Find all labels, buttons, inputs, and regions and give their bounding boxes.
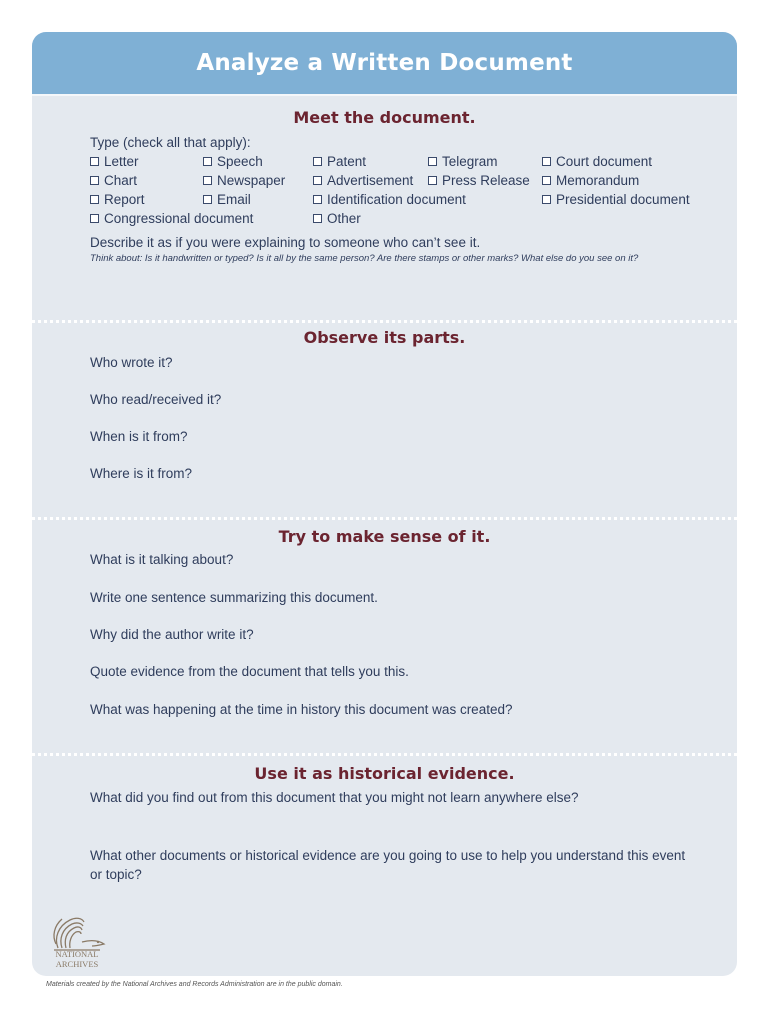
national-archives-logo-text: [42, 949, 112, 969]
section-sense: [32, 527, 737, 717]
checkbox-icon[interactable]: [90, 176, 99, 185]
checkbox-label: Patent: [327, 154, 367, 169]
checkbox-congressional-document[interactable]: [90, 211, 253, 226]
checkbox-icon[interactable]: [90, 195, 99, 204]
checkbox-label: Newspaper: [217, 173, 286, 188]
question-other-evidence: What other documents or historical evidence are you going to use to help you understand this event or topic?: [90, 848, 686, 882]
section-divider: [32, 517, 737, 520]
checkbox-memorandum[interactable]: [542, 173, 639, 188]
checkbox-court-document[interactable]: [542, 154, 652, 169]
question-when: When is it from?: [90, 429, 188, 444]
question-where: Where is it from?: [90, 466, 193, 481]
worksheet-title: Analyze a Written Document: [196, 50, 573, 76]
checkbox-icon[interactable]: [428, 157, 437, 166]
checkbox-label: Speech: [217, 154, 263, 169]
checkbox-icon[interactable]: [542, 195, 551, 204]
section-divider: [32, 320, 737, 323]
question-who-wrote: Who wrote it?: [90, 355, 173, 370]
section-title-sense: Try to make sense of it.: [278, 527, 491, 546]
checkbox-email[interactable]: [203, 192, 251, 207]
checkbox-advertisement[interactable]: [313, 173, 413, 188]
checkbox-chart[interactable]: [90, 173, 137, 188]
checkbox-letter[interactable]: [90, 154, 139, 169]
worksheet-card: [32, 32, 737, 976]
checkbox-report[interactable]: [90, 192, 145, 207]
question-historical-context: What was happening at the time in history this document was created?: [90, 702, 513, 717]
section-title-meet: Meet the document.: [293, 108, 476, 127]
question-unique-findings: What did you find out from this document that you might not learn anywhere else?: [90, 790, 579, 805]
checkbox-icon[interactable]: [313, 214, 322, 223]
checkbox-identification-document[interactable]: [313, 192, 466, 207]
question-talking-about: What is it talking about?: [90, 552, 234, 567]
checkbox-icon[interactable]: [203, 157, 212, 166]
checkbox-newspaper[interactable]: [203, 173, 285, 188]
checkbox-other[interactable]: [313, 211, 361, 226]
checkbox-label: Other: [327, 211, 361, 226]
checkbox-label: Press Release: [442, 173, 530, 188]
worksheet-header: [32, 32, 737, 96]
section-title-use: Use it as historical evidence.: [254, 764, 515, 783]
checkbox-icon[interactable]: [428, 176, 437, 185]
question-quote-evidence: Quote evidence from the document that tells you this.: [90, 664, 409, 679]
checkbox-telegram[interactable]: [428, 154, 498, 169]
logo-line-2: ARCHIVES: [55, 959, 99, 969]
footer-note: Materials created by the National Archives and Records Administration are in the public domain.: [46, 981, 343, 988]
checkbox-label: Congressional document: [104, 211, 254, 226]
checkbox-label: Advertisement: [327, 173, 414, 188]
section-title-observe: Observe its parts.: [303, 328, 466, 347]
section-meet: [32, 108, 737, 264]
checkbox-icon[interactable]: [90, 214, 99, 223]
checkbox-label: Identification document: [327, 192, 466, 207]
checkbox-icon[interactable]: [542, 157, 551, 166]
question-summary: Write one sentence summarizing this document.: [90, 590, 378, 605]
checkbox-label: Email: [217, 192, 251, 207]
checkbox-label: Court document: [556, 154, 653, 169]
checkbox-label: Memorandum: [556, 173, 640, 188]
checkbox-icon[interactable]: [203, 195, 212, 204]
checkbox-label: Report: [104, 192, 145, 207]
checkbox-label: Telegram: [442, 154, 498, 169]
checkbox-label: Presidential document: [556, 192, 690, 207]
checkbox-icon[interactable]: [90, 157, 99, 166]
section-observe: [32, 328, 737, 481]
question-why-author: Why did the author write it?: [90, 627, 254, 642]
describe-prompt: Describe it as if you were explaining to someone who can’t see it.: [90, 235, 481, 250]
type-label: Type (check all that apply):: [90, 135, 251, 150]
checkbox-speech[interactable]: [203, 154, 263, 169]
checkbox-icon[interactable]: [313, 195, 322, 204]
checkbox-icon[interactable]: [542, 176, 551, 185]
question-who-received: Who read/received it?: [90, 392, 222, 407]
section-divider: [32, 753, 737, 756]
checkbox-press-release[interactable]: [428, 173, 530, 188]
checkbox-label: Chart: [104, 173, 138, 188]
checkbox-patent[interactable]: [313, 154, 366, 169]
checkbox-icon[interactable]: [313, 176, 322, 185]
checkbox-icon[interactable]: [313, 157, 322, 166]
describe-hint: Think about: Is it handwritten or typed? Is it all by the same person? Are there stamps or other marks? What else do you see on it?: [90, 253, 639, 264]
logo-line-1: NATIONAL: [55, 949, 99, 959]
checkbox-presidential-document[interactable]: [542, 192, 690, 207]
section-use: [32, 764, 737, 882]
checkbox-label: Letter: [104, 154, 139, 169]
checkbox-icon[interactable]: [203, 176, 212, 185]
